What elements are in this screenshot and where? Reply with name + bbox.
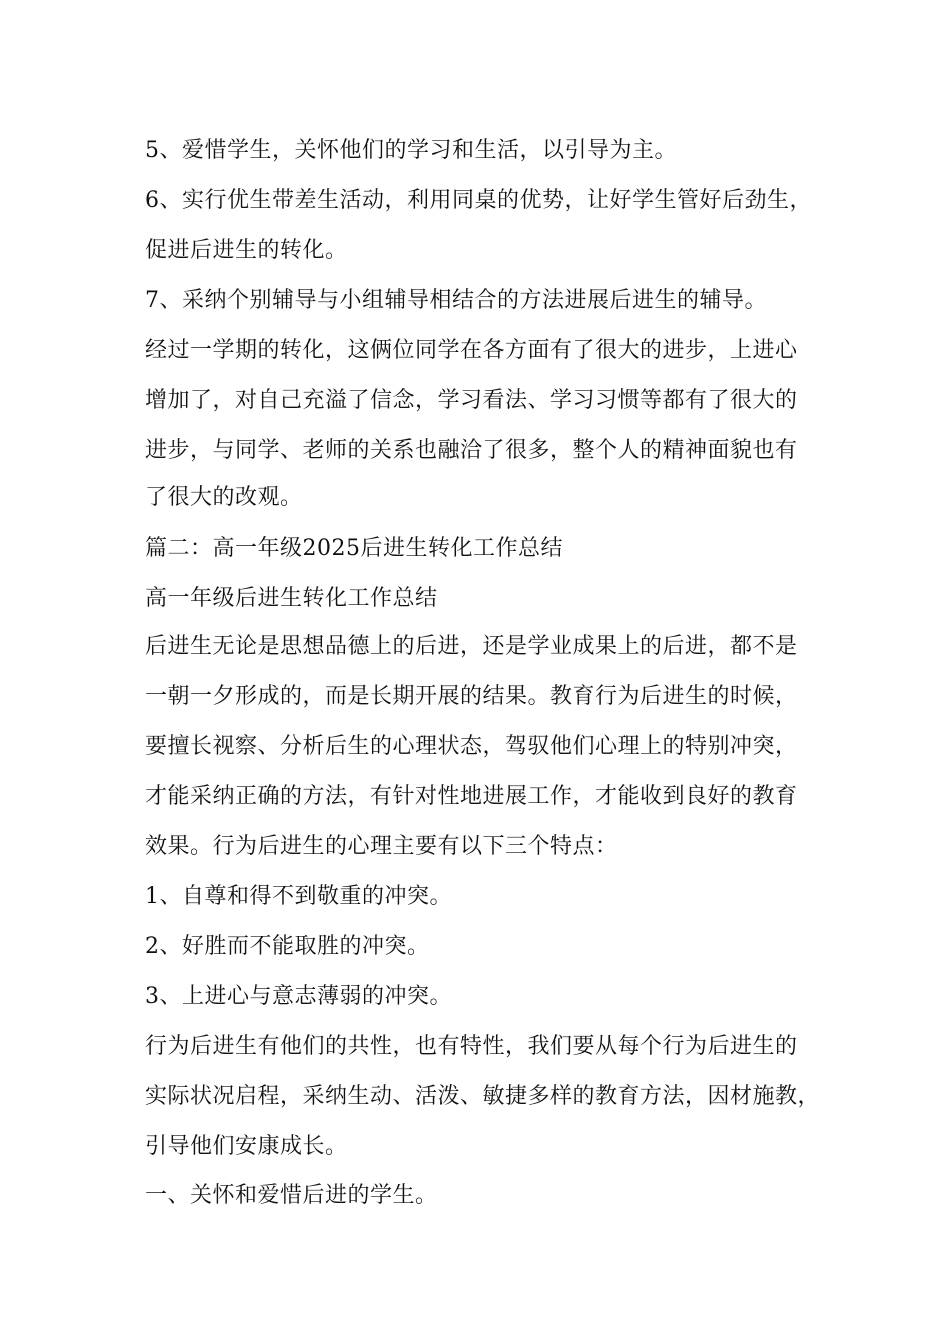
article-title: 高一年级后进生转化工作总结: [145, 586, 438, 611]
list-item: 3、上进心与意志薄弱的冲突。: [145, 984, 452, 1009]
text-line: 增加了，对自己充溢了信念，学习看法、学习习惯等都有了很大的: [145, 388, 798, 413]
text-line: 引导他们安康成长。: [145, 1134, 348, 1159]
text-line: 行为后进生有他们的共性，也有特性，我们要从每个行为后进生的: [145, 1034, 798, 1059]
text-line: 7、采纳个别辅导与小组辅导相结合的方法进展后进生的辅导。: [145, 288, 767, 313]
section-heading: 一、关怀和爱惜后进的学生。: [145, 1183, 438, 1208]
text-line: 后进生无论是思想品德上的后进，还是学业成果上的后进，都不是: [145, 634, 798, 659]
list-item: 1、自尊和得不到敬重的冲突。: [145, 884, 452, 909]
text-line: 进步，与同学、老师的关系也融洽了很多，整个人的精神面貌也有: [145, 438, 798, 463]
text-line: 6、实行优生带差生活动，利用同桌的优势，让好学生管好后劲生，: [145, 188, 812, 213]
text-line: 实际状况启程，采纳生动、活泼、敏捷多样的教育方法，因材施教，: [145, 1084, 821, 1109]
list-item: 2、好胜而不能取胜的冲突。: [145, 934, 430, 959]
text-line: 要擅长视察、分析后生的心理状态，驾驭他们心理上的特别冲突，: [145, 734, 798, 759]
text-line: 才能采纳正确的方法，有针对性地进展工作，才能收到良好的教育: [145, 784, 798, 809]
text-line: 效果。行为后进生的心理主要有以下三个特点：: [145, 834, 618, 859]
text-line: 促进后进生的转化。: [145, 238, 348, 263]
text-line: 了很大的改观。: [145, 485, 303, 510]
text-line: 5、爱惜学生，关怀他们的学习和生活，以引导为主。: [145, 138, 677, 163]
section-heading: 篇二：高一年级2025后进生转化工作总结: [145, 536, 563, 561]
text-line: 一朝一夕形成的，而是长期开展的结果。教育行为后进生的时候，: [145, 684, 798, 709]
text-line: 经过一学期的转化，这俩位同学在各方面有了很大的进步，上进心: [145, 338, 798, 363]
